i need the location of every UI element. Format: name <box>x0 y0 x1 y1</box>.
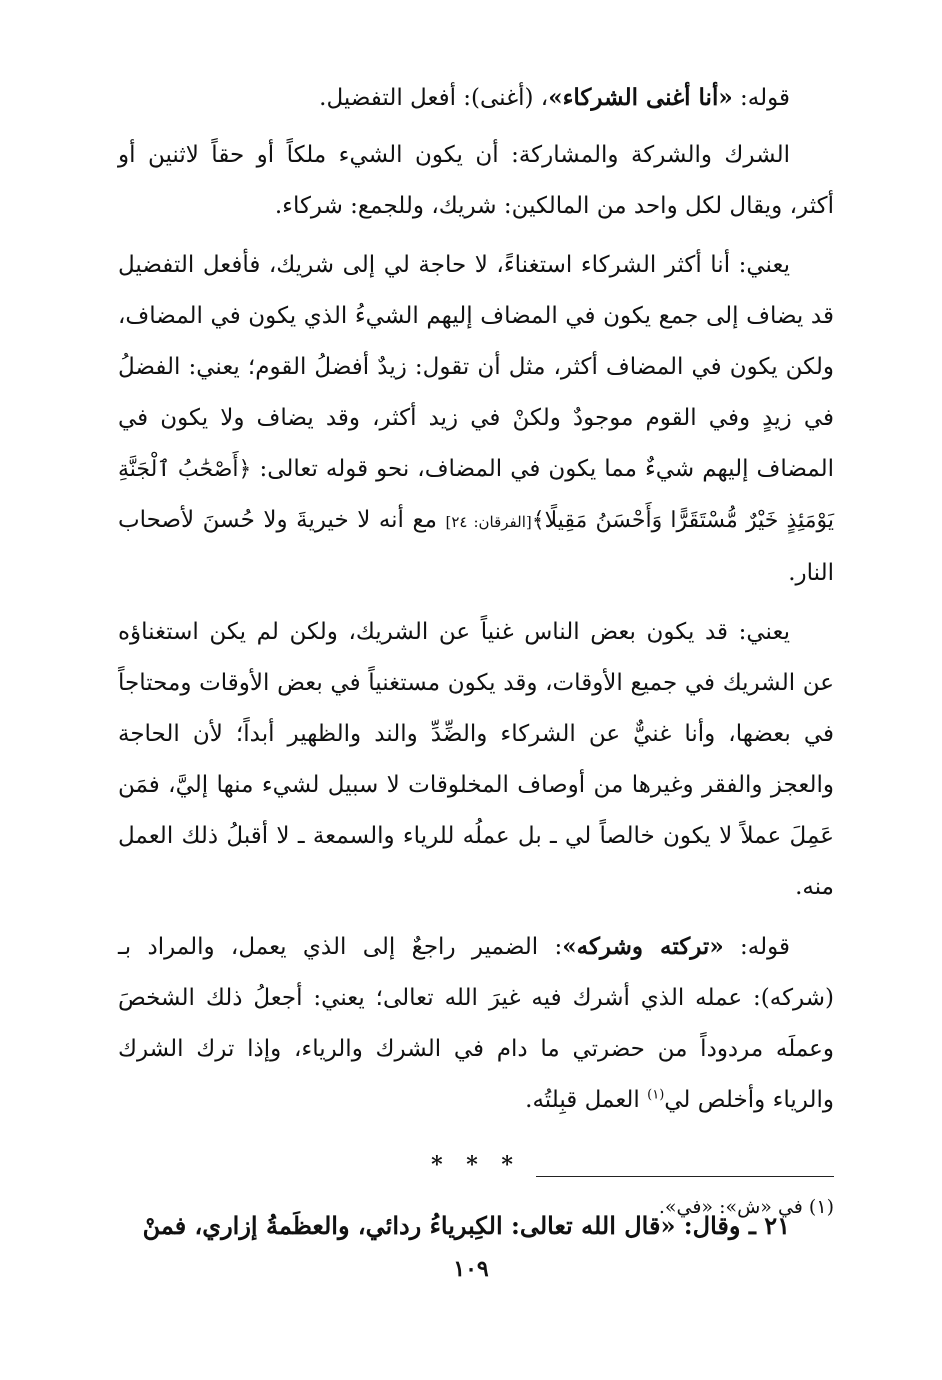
footnote: (١) في «ش»: «في». <box>658 1196 834 1218</box>
footnote-marker: (١) <box>647 1087 665 1103</box>
paragraph-5-text-after: العمل قبِلتُه. <box>525 1087 648 1113</box>
page-body <box>118 72 834 1251</box>
page-number: ١٠٩ <box>453 1256 489 1282</box>
paragraph-4 <box>118 607 834 913</box>
footnote-divider <box>536 1176 834 1177</box>
section-separator: * * * <box>431 1152 521 1178</box>
paragraph-1 <box>118 72 834 124</box>
paragraph-3 <box>118 240 834 599</box>
quran-reference: [الفرقان: ٢٤] <box>445 513 532 531</box>
paragraph-2-text: الشرك والشركة والمشاركة: أن يكون الشيء ملكاً أو حقاً لاثنين أو أكثر، ويقال لكل واحد من المالكين: شريك، وللجمع: شركاء. <box>118 142 834 219</box>
paragraph-5-lead: قوله: <box>723 934 790 960</box>
quran-verse: ﴿أَصْحَٰبُ ٱلْجَنَّةِ يَوْمَئِذٍ خَيْرٌ مُّسْتَقَرًّا وَأَحْسَنُ مَقِيلًا﴾ <box>118 457 835 533</box>
paragraph-1-quote: «أنا أغنى الشركاء» <box>548 84 733 111</box>
paragraph-1-lead: قوله: <box>732 85 790 111</box>
paragraph-3-text-after: مع أنه لا خيريةَ ولا حُسنَ لأصحاب النار. <box>118 507 834 586</box>
paragraph-1-rest: ، (أغنى): أفعل التفضيل. <box>319 85 549 111</box>
paragraph-5-text-before: : الضمير راجعٌ إلى الذي يعمل، والمراد بـ (شركه): عمله الذي أشرك فيه غيرَ الله تعالى؛ يعني: أجعلُ ذلك الشخصَ وعملَه مردوداً من حضرتي ما دام في الشرك والرياء، وإذا ترك الشرك والرياء وأخلص لي <box>118 934 834 1113</box>
paragraph-4-text: يعني: قد يكون بعض الناس غنياً عن الشريك، ولكن لم يكن استغناؤه عن الشريك في جميع الأوقات، وقد يكون مستغنياً في بعض الأوقات ومحتاجاً في بعضها، وأنا غنيٌّ عن الشركاء والضِّدِّ والند والظهير أبداً؛ لأن الحاجة والعجز والفقر وغيرها من أوصاف المخلوقات لا سبيل لشيء منها إليَّ، فمَن عَمِلَ عملاً لا يكون خالصاً لي ـ بل عملُه للرياء والسمعة ـ لا أقبلُ ذلك العمل منه. <box>118 619 834 900</box>
paragraph-5 <box>118 921 834 1126</box>
paragraph-5-quote: «تركته وشركه» <box>562 933 724 960</box>
hadith-heading: ٢١ ـ وقال: «قال الله تعالى: الكِبرياءُ ردائي، والعظَمةُ إزاري، فمنْ <box>142 1211 790 1240</box>
paragraph-2 <box>118 130 834 232</box>
paragraph-3-text-before: يعني: أنا أكثر الشركاء استغناءً، لا حاجة لي إلى شريك، فأفعل التفضيل قد يضاف إلى جمع يكون في المضاف إليهم الشيءُ الذي يكون في المضاف، ولكن يكون في المضاف أكثر، مثل أن تقول: زيدٌ أفضلُ القوم؛ يعني: الفضلُ في زيدٍ وفي القوم موجودٌ ولكنْ في زيد أكثر، وقد يضاف ولا يكون في المضاف إليهم شيءٌ مما يكون في المضاف، نحو قوله تعالى: <box>118 252 834 482</box>
